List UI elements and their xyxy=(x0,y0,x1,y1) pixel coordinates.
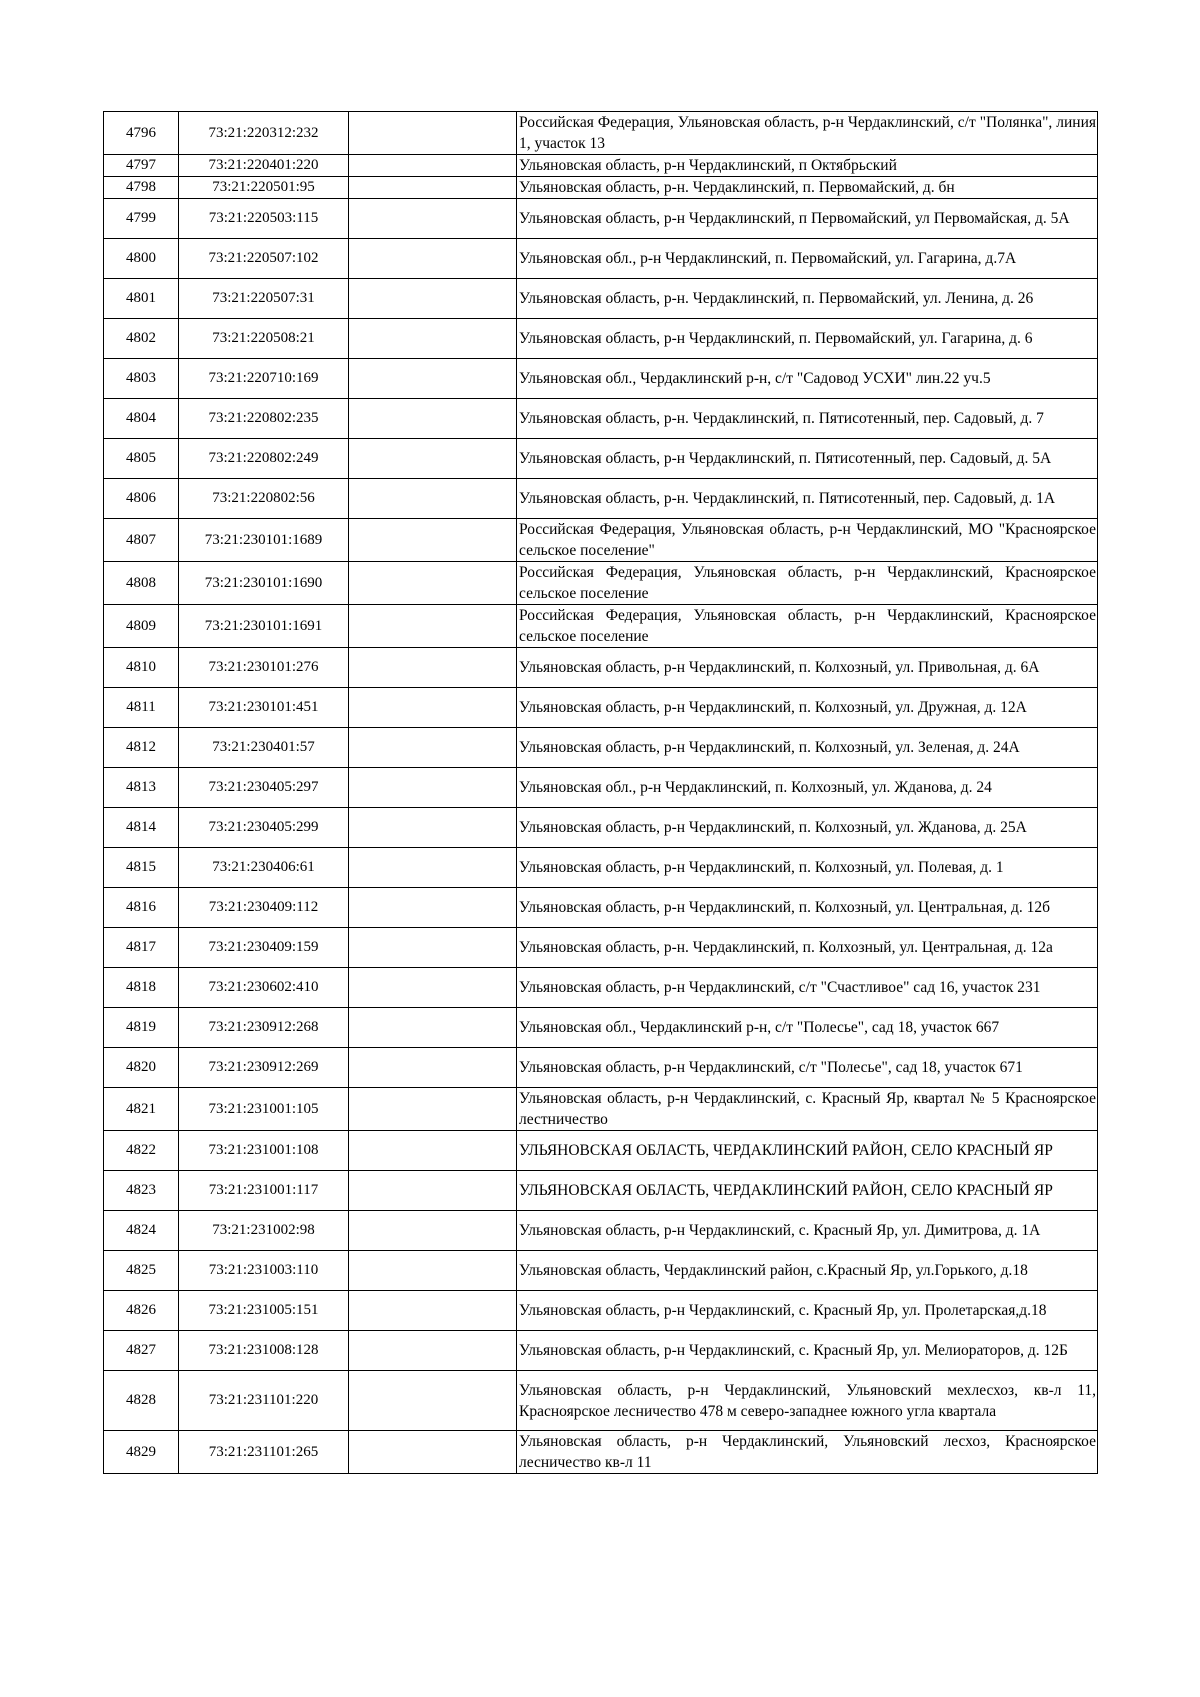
cadastral-number-cell: 73:21:220401:220 xyxy=(179,155,349,177)
cadastral-number-cell: 73:21:230912:269 xyxy=(179,1048,349,1088)
cadastral-number-cell: 73:21:230405:299 xyxy=(179,808,349,848)
table-row xyxy=(104,177,1098,199)
cadastral-number-cell: 73:21:220802:56 xyxy=(179,479,349,519)
blank-cell xyxy=(349,562,517,605)
table-row xyxy=(104,728,1098,768)
blank-cell xyxy=(349,605,517,648)
table-row xyxy=(104,1371,1098,1431)
row-number-cell: 4801 xyxy=(104,279,179,319)
table-row xyxy=(104,688,1098,728)
blank-cell xyxy=(349,728,517,768)
cadastral-number-cell: 73:21:231001:105 xyxy=(179,1088,349,1131)
table-row xyxy=(104,1331,1098,1371)
row-number-cell: 4818 xyxy=(104,968,179,1008)
cadastral-number-cell: 73:21:220802:249 xyxy=(179,439,349,479)
blank-cell xyxy=(349,1291,517,1331)
blank-cell xyxy=(349,648,517,688)
address-cell: Ульяновская область, р-н Чердаклинский, с/т "Счастливое" сад 16, участок 231 xyxy=(517,968,1098,1008)
address-cell: Ульяновская область, р-н Чердаклинский, с/т "Полесье", сад 18, участок 671 xyxy=(517,1048,1098,1088)
address-cell: УЛЬЯНОВСКАЯ ОБЛАСТЬ, ЧЕРДАКЛИНСКИЙ РАЙОН, СЕЛО КРАСНЫЙ ЯР xyxy=(517,1131,1098,1171)
address-cell: Ульяновская область, р-н Чердаклинский, п. Колхозный, ул. Жданова, д. 25А xyxy=(517,808,1098,848)
table-row xyxy=(104,1251,1098,1291)
table-row xyxy=(104,562,1098,605)
row-number-cell: 4800 xyxy=(104,239,179,279)
table-row xyxy=(104,1048,1098,1088)
cadastral-number-cell: 73:21:220312:232 xyxy=(179,112,349,155)
blank-cell xyxy=(349,479,517,519)
address-cell: Российская Федерация, Ульяновская область, р-н Чердаклинский, МО "Красноярское сельское поселение" xyxy=(517,519,1098,562)
row-number-cell: 4809 xyxy=(104,605,179,648)
blank-cell xyxy=(349,319,517,359)
cadastral-number-cell: 73:21:220802:235 xyxy=(179,399,349,439)
table-row xyxy=(104,605,1098,648)
table-row xyxy=(104,888,1098,928)
address-cell: Ульяновская обл., Чердаклинский р-н, с/т "Садовод УСХИ" лин.22 уч.5 xyxy=(517,359,1098,399)
row-number-cell: 4811 xyxy=(104,688,179,728)
cadastral-number-cell: 73:21:220507:102 xyxy=(179,239,349,279)
cadastral-number-cell: 73:21:231008:128 xyxy=(179,1331,349,1371)
address-cell: Российская Федерация, Ульяновская область, р-н Чердаклинский, Красноярское сельское поселение xyxy=(517,605,1098,648)
row-number-cell: 4824 xyxy=(104,1211,179,1251)
cadastral-number-cell: 73:21:220507:31 xyxy=(179,279,349,319)
address-cell: Ульяновская область, р-н Чердаклинский, п. Колхозный, ул. Привольная, д. 6А xyxy=(517,648,1098,688)
table-row xyxy=(104,155,1098,177)
table-row xyxy=(104,1008,1098,1048)
cadastral-number-cell: 73:21:220503:115 xyxy=(179,199,349,239)
row-number-cell: 4813 xyxy=(104,768,179,808)
blank-cell xyxy=(349,439,517,479)
table-row xyxy=(104,399,1098,439)
cadastral-number-cell: 73:21:220508:21 xyxy=(179,319,349,359)
row-number-cell: 4804 xyxy=(104,399,179,439)
table-row xyxy=(104,648,1098,688)
table-row xyxy=(104,968,1098,1008)
row-number-cell: 4821 xyxy=(104,1088,179,1131)
table-row xyxy=(104,808,1098,848)
blank-cell xyxy=(349,1008,517,1048)
cadastral-number-cell: 73:21:231005:151 xyxy=(179,1291,349,1331)
table-row xyxy=(104,239,1098,279)
blank-cell xyxy=(349,1131,517,1171)
blank-cell xyxy=(349,279,517,319)
table-row xyxy=(104,279,1098,319)
row-number-cell: 4827 xyxy=(104,1331,179,1371)
cadastral-number-cell: 73:21:230101:1689 xyxy=(179,519,349,562)
row-number-cell: 4825 xyxy=(104,1251,179,1291)
blank-cell xyxy=(349,1331,517,1371)
blank-cell xyxy=(349,519,517,562)
table-row xyxy=(104,1131,1098,1171)
blank-cell xyxy=(349,768,517,808)
cadastral-number-cell: 73:21:230406:61 xyxy=(179,848,349,888)
row-number-cell: 4828 xyxy=(104,1371,179,1431)
address-cell: Ульяновская область, р-н Чердаклинский, п. Первомайский, ул. Гагарина, д. 6 xyxy=(517,319,1098,359)
row-number-cell: 4822 xyxy=(104,1131,179,1171)
row-number-cell: 4826 xyxy=(104,1291,179,1331)
blank-cell xyxy=(349,888,517,928)
table-row xyxy=(104,479,1098,519)
row-number-cell: 4820 xyxy=(104,1048,179,1088)
cadastral-number-cell: 73:21:231101:265 xyxy=(179,1431,349,1474)
address-cell: Ульяновская обл., Чердаклинский р-н, с/т "Полесье", сад 18, участок 667 xyxy=(517,1008,1098,1048)
blank-cell xyxy=(349,359,517,399)
row-number-cell: 4815 xyxy=(104,848,179,888)
address-cell: Ульяновская область, р-н Чердаклинский, с. Красный Яр, ул. Мелиораторов, д. 12Б xyxy=(517,1331,1098,1371)
blank-cell xyxy=(349,1171,517,1211)
address-cell: Ульяновская область, р-н Чердаклинский, п. Колхозный, ул. Полевая, д. 1 xyxy=(517,848,1098,888)
blank-cell xyxy=(349,808,517,848)
cadastral-number-cell: 73:21:220501:95 xyxy=(179,177,349,199)
blank-cell xyxy=(349,399,517,439)
address-cell: Ульяновская область, р-н. Чердаклинский, п. Первомайский, д. бн xyxy=(517,177,1098,199)
cadastral-number-cell: 73:21:230101:1691 xyxy=(179,605,349,648)
address-cell: Ульяновская область, р-н Чердаклинский, Ульяновский лесхоз, Красноярское лесничество кв-л 11 xyxy=(517,1431,1098,1474)
address-cell: Ульяновская область, р-н Чердаклинский, п. Колхозный, ул. Центральная, д. 12б xyxy=(517,888,1098,928)
blank-cell xyxy=(349,928,517,968)
row-number-cell: 4816 xyxy=(104,888,179,928)
cadastral-number-cell: 73:21:230602:410 xyxy=(179,968,349,1008)
row-number-cell: 4799 xyxy=(104,199,179,239)
blank-cell xyxy=(349,112,517,155)
cadastral-number-cell: 73:21:220710:169 xyxy=(179,359,349,399)
blank-cell xyxy=(349,155,517,177)
blank-cell xyxy=(349,1371,517,1431)
row-number-cell: 4810 xyxy=(104,648,179,688)
row-number-cell: 4812 xyxy=(104,728,179,768)
address-cell: Ульяновская область, р-н Чердаклинский, с. Красный Яр, ул. Димитрова, д. 1А xyxy=(517,1211,1098,1251)
table-row xyxy=(104,319,1098,359)
cadastral-number-cell: 73:21:230912:268 xyxy=(179,1008,349,1048)
address-cell: Российская Федерация, Ульяновская область, р-н Чердаклинский, с/т "Полянка", линия 1, участок 13 xyxy=(517,112,1098,155)
cadastral-number-cell: 73:21:230101:451 xyxy=(179,688,349,728)
land-registry-table xyxy=(103,111,1098,1474)
address-cell: Ульяновская область, р-н Чердаклинский, п Октябрьский xyxy=(517,155,1098,177)
table-row xyxy=(104,1291,1098,1331)
blank-cell xyxy=(349,239,517,279)
table-row xyxy=(104,1171,1098,1211)
row-number-cell: 4806 xyxy=(104,479,179,519)
address-cell: Ульяновская область, р-н. Чердаклинский, п. Пятисотенный, пер. Садовый, д. 1А xyxy=(517,479,1098,519)
cadastral-number-cell: 73:21:231003:110 xyxy=(179,1251,349,1291)
cadastral-number-cell: 73:21:230409:159 xyxy=(179,928,349,968)
address-cell: Ульяновская область, р-н. Чердаклинский, п. Первомайский, ул. Ленина, д. 26 xyxy=(517,279,1098,319)
address-cell: Ульяновская область, р-н Чердаклинский, п. Пятисотенный, пер. Садовый, д. 5А xyxy=(517,439,1098,479)
row-number-cell: 4807 xyxy=(104,519,179,562)
row-number-cell: 4805 xyxy=(104,439,179,479)
table-row xyxy=(104,928,1098,968)
cadastral-number-cell: 73:21:231101:220 xyxy=(179,1371,349,1431)
row-number-cell: 4823 xyxy=(104,1171,179,1211)
table-row xyxy=(104,768,1098,808)
row-number-cell: 4797 xyxy=(104,155,179,177)
row-number-cell: 4808 xyxy=(104,562,179,605)
cadastral-number-cell: 73:21:230101:276 xyxy=(179,648,349,688)
row-number-cell: 4817 xyxy=(104,928,179,968)
row-number-cell: 4796 xyxy=(104,112,179,155)
row-number-cell: 4829 xyxy=(104,1431,179,1474)
blank-cell xyxy=(349,1211,517,1251)
table-row xyxy=(104,1088,1098,1131)
blank-cell xyxy=(349,1048,517,1088)
address-cell: Ульяновская область, р-н Чердаклинский, п. Колхозный, ул. Зеленая, д. 24А xyxy=(517,728,1098,768)
table-row xyxy=(104,519,1098,562)
blank-cell xyxy=(349,177,517,199)
row-number-cell: 4814 xyxy=(104,808,179,848)
address-cell: Ульяновская область, р-н. Чердаклинский, п. Пятисотенный, пер. Садовый, д. 7 xyxy=(517,399,1098,439)
address-cell: Ульяновская область, Чердаклинский район, с.Красный Яр, ул.Горького, д.18 xyxy=(517,1251,1098,1291)
table-row xyxy=(104,359,1098,399)
row-number-cell: 4798 xyxy=(104,177,179,199)
address-cell: Ульяновская область, р-н Чердаклинский, с. Красный Яр, ул. Пролетарская,д.18 xyxy=(517,1291,1098,1331)
table-row xyxy=(104,439,1098,479)
address-cell: УЛЬЯНОВСКАЯ ОБЛАСТЬ, ЧЕРДАКЛИНСКИЙ РАЙОН, СЕЛО КРАСНЫЙ ЯР xyxy=(517,1171,1098,1211)
address-cell: Ульяновская обл., р-н Чердаклинский, п. Колхозный, ул. Жданова, д. 24 xyxy=(517,768,1098,808)
address-cell: Ульяновская область, р-н Чердаклинский, п Первомайский, ул Первомайская, д. 5А xyxy=(517,199,1098,239)
blank-cell xyxy=(349,1088,517,1131)
blank-cell xyxy=(349,1251,517,1291)
table-row xyxy=(104,848,1098,888)
table-row xyxy=(104,199,1098,239)
blank-cell xyxy=(349,848,517,888)
address-cell: Ульяновская область, р-н Чердаклинский, Ульяновский мехлесхоз, кв-л 11, Красноярское лесничество 478 м северо-западнее южного угла квартала xyxy=(517,1371,1098,1431)
address-cell: Ульяновская область, р-н. Чердаклинский, п. Колхозный, ул. Центральная, д. 12а xyxy=(517,928,1098,968)
row-number-cell: 4803 xyxy=(104,359,179,399)
blank-cell xyxy=(349,688,517,728)
blank-cell xyxy=(349,968,517,1008)
blank-cell xyxy=(349,199,517,239)
cadastral-number-cell: 73:21:230101:1690 xyxy=(179,562,349,605)
blank-cell xyxy=(349,1431,517,1474)
address-cell: Ульяновская область, р-н Чердаклинский, с. Красный Яр, квартал № 5 Красноярское лестничество xyxy=(517,1088,1098,1131)
cadastral-number-cell: 73:21:231001:117 xyxy=(179,1171,349,1211)
cadastral-number-cell: 73:21:230409:112 xyxy=(179,888,349,928)
cadastral-number-cell: 73:21:231002:98 xyxy=(179,1211,349,1251)
row-number-cell: 4819 xyxy=(104,1008,179,1048)
registry-rows xyxy=(104,112,1098,1474)
cadastral-number-cell: 73:21:230401:57 xyxy=(179,728,349,768)
address-cell: Ульяновская обл., р-н Чердаклинский, п. Первомайский, ул. Гагарина, д.7А xyxy=(517,239,1098,279)
cadastral-number-cell: 73:21:230405:297 xyxy=(179,768,349,808)
table-row xyxy=(104,1431,1098,1474)
address-cell: Российская Федерация, Ульяновская область, р-н Чердаклинский, Красноярское сельское поселение xyxy=(517,562,1098,605)
address-cell: Ульяновская область, р-н Чердаклинский, п. Колхозный, ул. Дружная, д. 12А xyxy=(517,688,1098,728)
cadastral-number-cell: 73:21:231001:108 xyxy=(179,1131,349,1171)
table-row xyxy=(104,112,1098,155)
table-row xyxy=(104,1211,1098,1251)
row-number-cell: 4802 xyxy=(104,319,179,359)
